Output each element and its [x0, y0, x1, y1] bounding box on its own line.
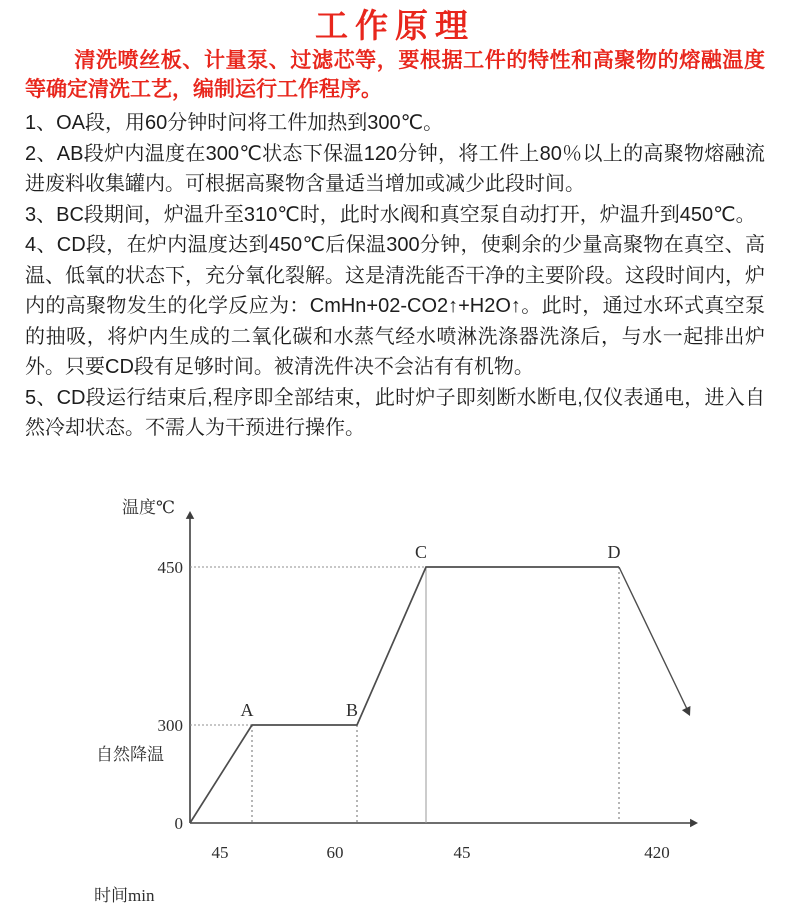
point-label-D: D — [607, 542, 621, 562]
y-tick-label-450: 450 — [157, 558, 183, 577]
x-axis-title: 时间min — [94, 886, 155, 905]
step-item-bc: 3、BC段期间，炉温升至310℃时，此时水阀和真空泵自动打开，炉温升到450℃。 — [25, 203, 756, 226]
page-title: 工作原理 — [315, 7, 475, 44]
step-item-cd: 4、CD段，在炉内温度达到450℃后保温300分钟，使剩余的少量高聚物在真空、高温、低氧的状态下，充分氧化裂解。这是清洗能否干净的主要阶段。这段时间内，炉内的高聚物发生的化学反应为：CmHn+02-CO2↑+H2O↑。此时，通过水环式真空泵的抽吸，将炉内生成的二氧化碳和水蒸气经水喷淋洗涤器洗涤后，与水一起排出炉外。只要CD段有足够时间。被清洗件决不会沾有有机物。 — [25, 234, 765, 378]
cooling-segment — [619, 567, 687, 709]
y-tick-label-300: 300 — [157, 716, 183, 735]
duration-label-2: 45 — [453, 843, 471, 862]
temperature-curve — [190, 567, 619, 823]
body-text — [25, 108, 765, 444]
y-axis-arrow-icon — [186, 511, 194, 519]
point-label-C: C — [414, 542, 428, 562]
temperature-time-chart — [60, 497, 720, 917]
step-item-oa: 1、OA段，用60分钟时问将工件加热到300℃。 — [25, 112, 444, 134]
temperature-profile-svg — [60, 497, 720, 917]
y-axis-title: 温度℃ — [122, 498, 176, 517]
step-item-end: 5、CD段运行结束后,程序即全部结束，此时炉子即刻断水断电,仅仪表通电，进入自然冷却状态。不需人为干预进行操作。 — [25, 386, 765, 439]
duration-label-0: 45 — [211, 843, 229, 862]
duration-label-1: 60 — [326, 843, 344, 862]
x-axis-arrow-icon — [690, 819, 698, 827]
point-label-B: B — [345, 700, 359, 720]
natural-cooling-annotation: 自然降温 — [96, 745, 164, 764]
y-tick-label-0: 0 — [174, 814, 183, 833]
step-item-ab: 2、AB段炉内温度在300℃状态下保温120分钟，将工件上80％以上的高聚物熔融流进废料收集罐内。可根据高聚物含量适当增加或减少此段时间。 — [25, 142, 765, 195]
intro-paragraph: 清洗喷丝板、计量泵、过滤芯等，要根据工件的特性和高聚物的熔融温度等确定清洗工艺，编制运行工作程序。 — [25, 49, 765, 101]
duration-label-3: 420 — [644, 843, 670, 862]
point-label-A: A — [240, 700, 254, 720]
